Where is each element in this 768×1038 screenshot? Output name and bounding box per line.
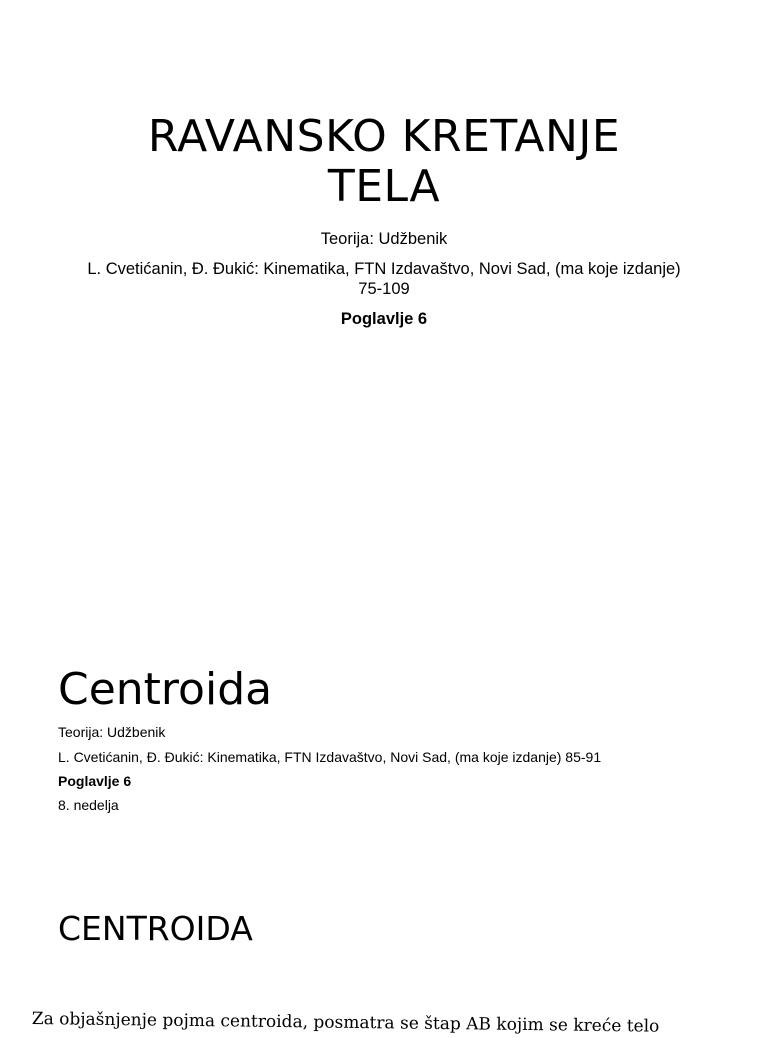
slide-2-title: Centroida [58,664,273,715]
slide-3-body-text: Za objašnjenje pojma centroida, posmatra se štap AB kojim se kreće telo [31,1008,660,1037]
slide-1-chapter: Poglavlje 6 [340,310,428,328]
slide-1-title-line-1: RAVANSKO KRETANJE [147,111,621,162]
slide-1-theory-label: Teorija: Udžbenik [320,230,448,248]
slide-1-textbook-reference: L. Cvetićanin, Đ. Đukić: Kinematika, FTN Izdavaštvo, Novi Sad, (ma koje izdanje) 75-109 [87,260,681,298]
slide-2-textbook-reference: L. Cvetićanin, Đ. Đukić: Kinematika, FTN Izdavaštvo, Novi Sad, (ma koje izdanje) 85-91 [58,749,602,765]
slide-1-title-line-2: TELA [327,161,441,212]
slide-1-title [60,112,708,212]
slide-2-chapter: Poglavlje 6 [58,773,132,789]
slide-2-week: 8. nedelja [58,797,119,813]
slide-2-theory-label: Teorija: Udžbenik [58,724,166,740]
slide-3-title: CENTROIDA [58,909,253,948]
